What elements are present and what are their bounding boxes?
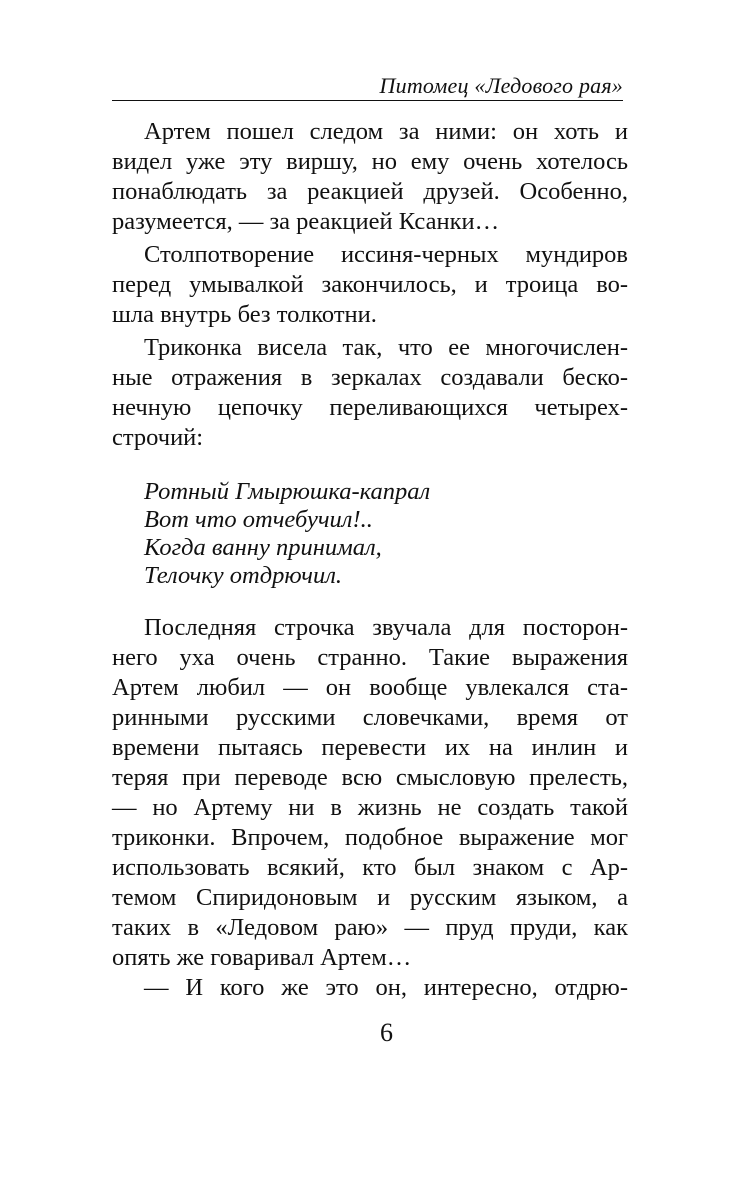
text-line: разумеется, — за реакцией Ксанки… [112, 208, 500, 235]
text-line: опять же говаривал Артем… [112, 944, 412, 971]
verse-quote [112, 478, 628, 590]
paragraph-2 [112, 240, 628, 330]
text-line: Артем пошел следом за ними: он хоть и [144, 118, 628, 145]
text-line: таких в «Ледовом раю» — пруд пруди, как [112, 914, 628, 941]
text-line: темом Спиридоновым и русским языком, а [112, 884, 628, 911]
paragraph-5 [112, 973, 628, 1003]
body-text [112, 117, 628, 1003]
text-line: триконки. Впрочем, подобное выражение мог [112, 824, 628, 851]
text-line: шла внутрь без толкотни. [112, 301, 377, 328]
text-line: Столпотворение иссиня-черных мундиров [144, 241, 628, 268]
text-line: перед умывалкой закончилось, и троица во- [112, 271, 628, 298]
text-line: времени пытаясь перевести их на инлин и [112, 734, 628, 761]
paragraph-3 [112, 333, 628, 453]
paragraph-1 [112, 117, 628, 237]
text-line: использовать всякий, кто был знаком с Ар- [112, 854, 628, 881]
paragraph-4 [112, 613, 628, 973]
text-line: Триконка висела так, что ее многочислен- [144, 334, 628, 361]
text-line: нечную цепочку переливающихся четырех- [112, 394, 628, 421]
verse-line: Вот что отчебучил!.. [144, 506, 373, 533]
text-line: видел уже эту виршу, но ему очень хотелось [112, 148, 628, 175]
text-line: строчий: [112, 424, 204, 451]
text-line: ные отражения в зеркалах создавали беско- [112, 364, 628, 391]
page-number: 6 [380, 1018, 393, 1047]
text-line: Последняя строчка звучала для посторон- [144, 614, 628, 641]
text-line: Артем любил — он вообще увлекался ста- [112, 674, 628, 701]
text-line: понаблюдать за реакцией друзей. Особенно, [112, 178, 628, 205]
verse-line: Когда ванну принимал, [144, 534, 382, 561]
verse-line: Ротный Гмырюшка-капрал [144, 478, 431, 505]
text-line: теряя при переводе всю смысловую прелесть, [112, 764, 628, 791]
text-line: ринными русскими словечками, время от [112, 704, 628, 731]
verse-line: Телочку отдрючил. [144, 562, 343, 589]
text-line: — но Артему ни в жизнь не создать такой [112, 794, 628, 821]
text-line: него уха очень странно. Такие выражения [112, 644, 628, 671]
running-head: Питомец «Ледового рая» [112, 72, 623, 101]
text-line: — И кого же это он, интересно, отдрю- [144, 974, 628, 1001]
